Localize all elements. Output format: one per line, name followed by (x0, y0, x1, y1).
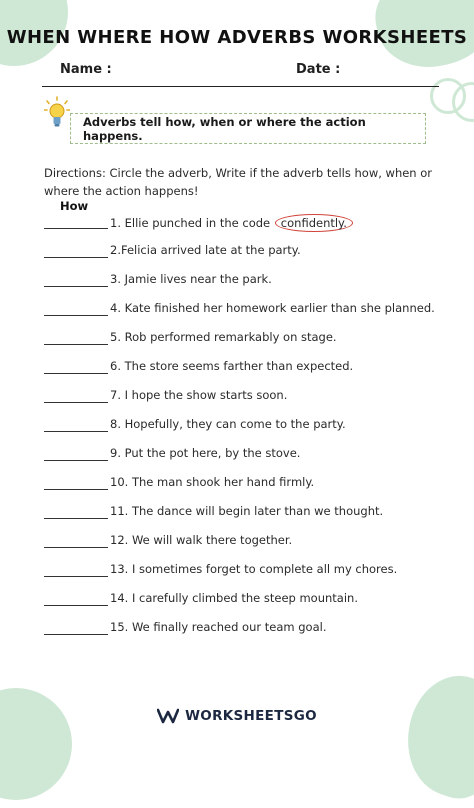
name-label: Name : (60, 62, 112, 77)
question-1-text: 1. Ellie punched in the code (110, 216, 274, 230)
question-8-text: 8. Hopefully, they can come to the party. (110, 417, 346, 431)
question-5-text: 5. Rob performed remarkably on stage. (110, 330, 337, 344)
answer-blank-4[interactable] (44, 301, 108, 316)
answer-blank-12[interactable] (44, 533, 108, 548)
answer-blank-13[interactable] (44, 562, 108, 577)
answer-blank-5[interactable] (44, 330, 108, 345)
decorative-blob-bottom-left (0, 688, 72, 800)
adverb-note-box (70, 113, 426, 144)
question-6-text: 6. The store seems farther than expected. (110, 359, 354, 373)
footer-brand-text: WORKSHEETSGO (185, 708, 317, 724)
answer-blank-11[interactable] (44, 504, 108, 519)
answer-text-1: How (60, 199, 89, 213)
answer-blank-3[interactable] (44, 272, 108, 287)
name-date-underline (42, 86, 439, 87)
light-bulb-icon (44, 96, 70, 130)
answer-blank-9[interactable] (44, 446, 108, 461)
answer-blank-15[interactable] (44, 620, 108, 635)
circled-adverb: confidently. (275, 214, 353, 232)
answer-blank-10[interactable] (44, 475, 108, 490)
question-15-text: 15. We finally reached our team goal. (110, 620, 327, 634)
question-3-text: 3. Jamie lives near the park. (110, 272, 272, 286)
answer-blank-2[interactable] (44, 243, 108, 258)
question-12-text: 12. We will walk there together. (110, 533, 293, 547)
question-11-text: 11. The dance will begin later than we thought. (110, 504, 384, 518)
date-label: Date : (296, 62, 341, 77)
question-2-text: 2.Felicia arrived late at the party. (110, 243, 301, 257)
question-14-text: 14. I carefully climbed the steep mountain. (110, 591, 358, 605)
question-10-text: 10. The man shook her hand firmly. (110, 475, 315, 489)
directions-text: Directions: Circle the adverb, Write if the adverb tells how, when or where the action happens! (44, 166, 433, 198)
answer-blank-8[interactable] (44, 417, 108, 432)
worksheet-title: WHEN WHERE HOW ADVERBS WORKSHEETS (6, 27, 468, 48)
question-13-text: 13. I sometimes forget to complete all my chores. (110, 562, 398, 576)
footer-brand (0, 708, 474, 724)
question-7-text: 7. I hope the show starts soon. (110, 388, 288, 402)
worksheetsgo-logo-icon (157, 708, 179, 724)
answer-blank-6[interactable] (44, 359, 108, 374)
answer-blank-1[interactable] (44, 214, 108, 229)
question-4-text: 4. Kate finished her homework earlier than she planned. (110, 301, 435, 315)
question-9-text: 9. Put the pot here, by the stove. (110, 446, 301, 460)
answer-blank-7[interactable] (44, 388, 108, 403)
adverb-note-text: Adverbs tell how, when or where the action happens. (83, 114, 366, 143)
answer-blank-14[interactable] (44, 591, 108, 606)
